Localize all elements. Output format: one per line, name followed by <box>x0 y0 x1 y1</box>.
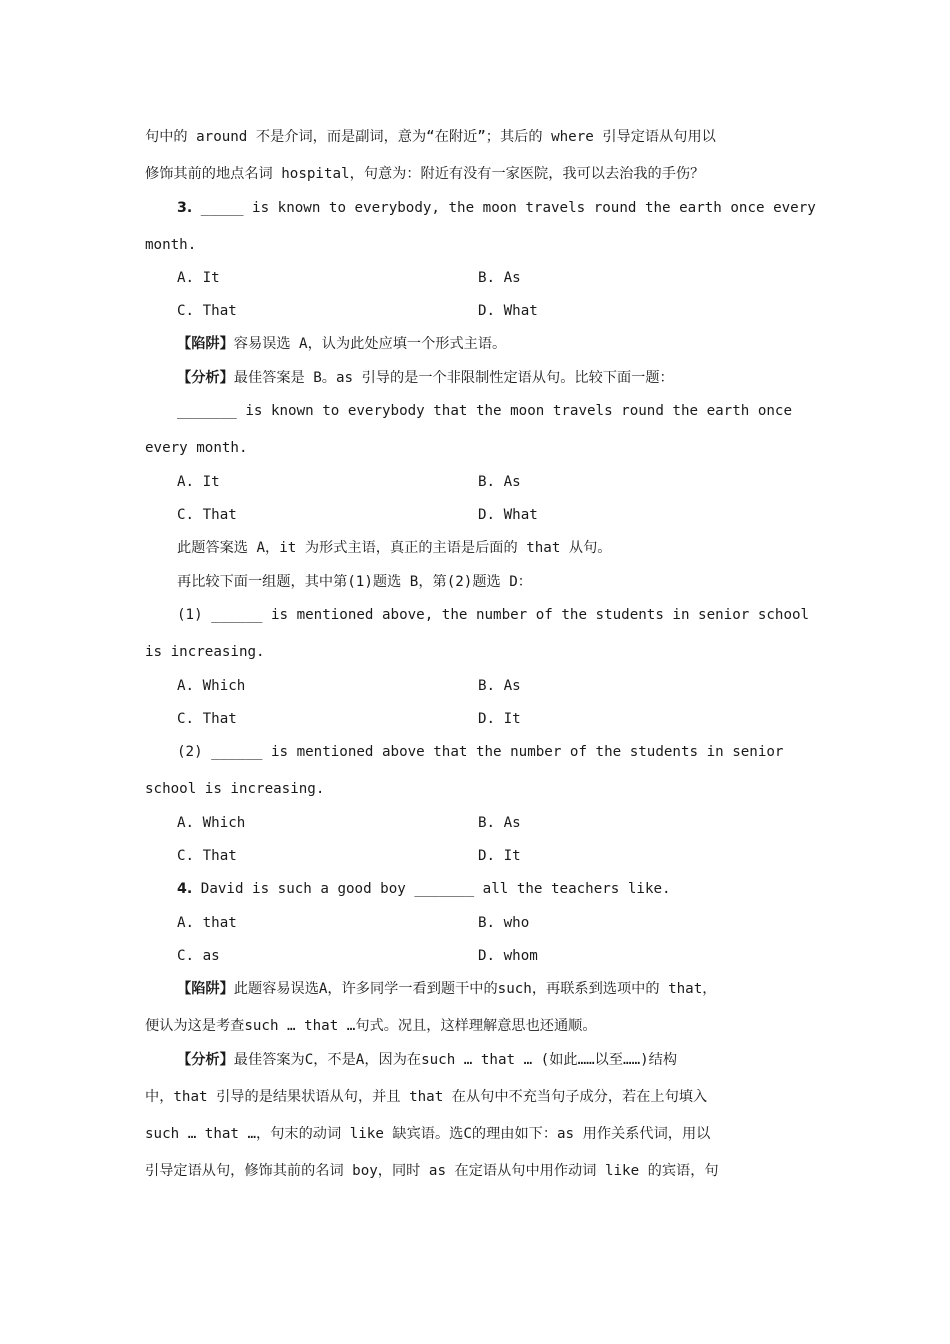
option-d: D. whom <box>478 948 538 964</box>
trap-note-cont: 便认为这是考查such … that …句式。况且，这样理解意思也还通顺。 <box>145 1018 597 1034</box>
sub-question-2: (2) ______ is mentioned above that the number of the students in senior <box>177 744 784 760</box>
analysis-text: 最佳答案为C，不是A，因为在such … that … (如此……以至……)结构 <box>233 1052 678 1068</box>
option-b: B. As <box>478 474 521 490</box>
option-a: A. that <box>177 915 237 931</box>
compare-stem: _______ is known to everybody that the moon travels round the earth once <box>177 403 792 419</box>
question-text: _____ is known to everybody, the moon travels round the earth once every <box>192 200 816 216</box>
analysis-note <box>177 1050 677 1070</box>
trap-label: 【陷阱】 <box>177 336 234 352</box>
trap-text: 容易误选 A，认为此处应填一个形式主语。 <box>233 336 507 352</box>
analysis-note <box>177 368 674 388</box>
intro-line: 句中的 around 不是介词，而是副词，意为“在附近”；其后的 where 引导定语从句用以 <box>145 129 716 145</box>
option-d: D. It <box>478 711 521 727</box>
trap-note <box>177 334 506 354</box>
sub-question-1: (1) ______ is mentioned above, the number of the students in senior school <box>177 607 810 623</box>
option-c: C. as <box>177 948 220 964</box>
analysis-cont: 中，that 引导的是结果状语从句，并且 that 在从句中不充当句子成分，若在上句填入 <box>145 1089 708 1105</box>
option-b: B. As <box>478 815 521 831</box>
option-d: D. What <box>478 507 538 523</box>
sub-question-2-cont: school is increasing. <box>145 781 325 797</box>
question-number: 3. <box>177 200 193 216</box>
note-line: 此题答案选 A，it 为形式主语，真正的主语是后面的 that 从句。 <box>177 540 612 556</box>
analysis-label: 【分析】 <box>177 370 234 386</box>
intro-line: 修饰其前的地点名词 hospital，句意为：附近有没有一家医院，我可以去治我的手伤？ <box>145 166 705 182</box>
option-c: C. That <box>177 711 237 727</box>
option-a: A. It <box>177 474 220 490</box>
question-number: 4. <box>177 881 193 897</box>
option-c: C. That <box>177 507 237 523</box>
analysis-cont: 引导定语从句，修饰其前的名词 boy，同时 as 在定语从句中用作动词 like 的宾语，句 <box>145 1163 719 1179</box>
question-4-stem <box>177 879 671 899</box>
option-a: A. Which <box>177 815 246 831</box>
note-line: 再比较下面一组题，其中第(1)题选 B，第(2)题选 D： <box>177 574 532 590</box>
question-3-stem <box>177 198 816 218</box>
question-text: David is such a good boy _______ all the teachers like. <box>192 881 671 897</box>
option-c: C. That <box>177 848 237 864</box>
analysis-label: 【分析】 <box>177 1052 234 1068</box>
option-a: A. It <box>177 270 220 286</box>
analysis-text: 最佳答案是 B。as 引导的是一个非限制性定语从句。比较下面一题： <box>233 370 674 386</box>
option-d: D. It <box>478 848 521 864</box>
trap-text: 此题容易误选A，许多同学一看到题干中的such，再联系到选项中的 that， <box>233 981 717 997</box>
trap-note <box>177 979 716 999</box>
option-b: B. As <box>478 270 521 286</box>
sub-question-1-cont: is increasing. <box>145 644 265 660</box>
option-c: C. That <box>177 303 237 319</box>
compare-stem-cont: every month. <box>145 440 248 456</box>
option-b: B. who <box>478 915 530 931</box>
option-a: A. Which <box>177 678 246 694</box>
trap-label: 【陷阱】 <box>177 981 234 997</box>
analysis-cont: such … that …，句末的动词 like 缺宾语。选C的理由如下：as 用作关系代词，用以 <box>145 1126 711 1142</box>
question-3-stem-cont: month. <box>145 237 197 253</box>
option-b: B. As <box>478 678 521 694</box>
option-d: D. What <box>478 303 538 319</box>
